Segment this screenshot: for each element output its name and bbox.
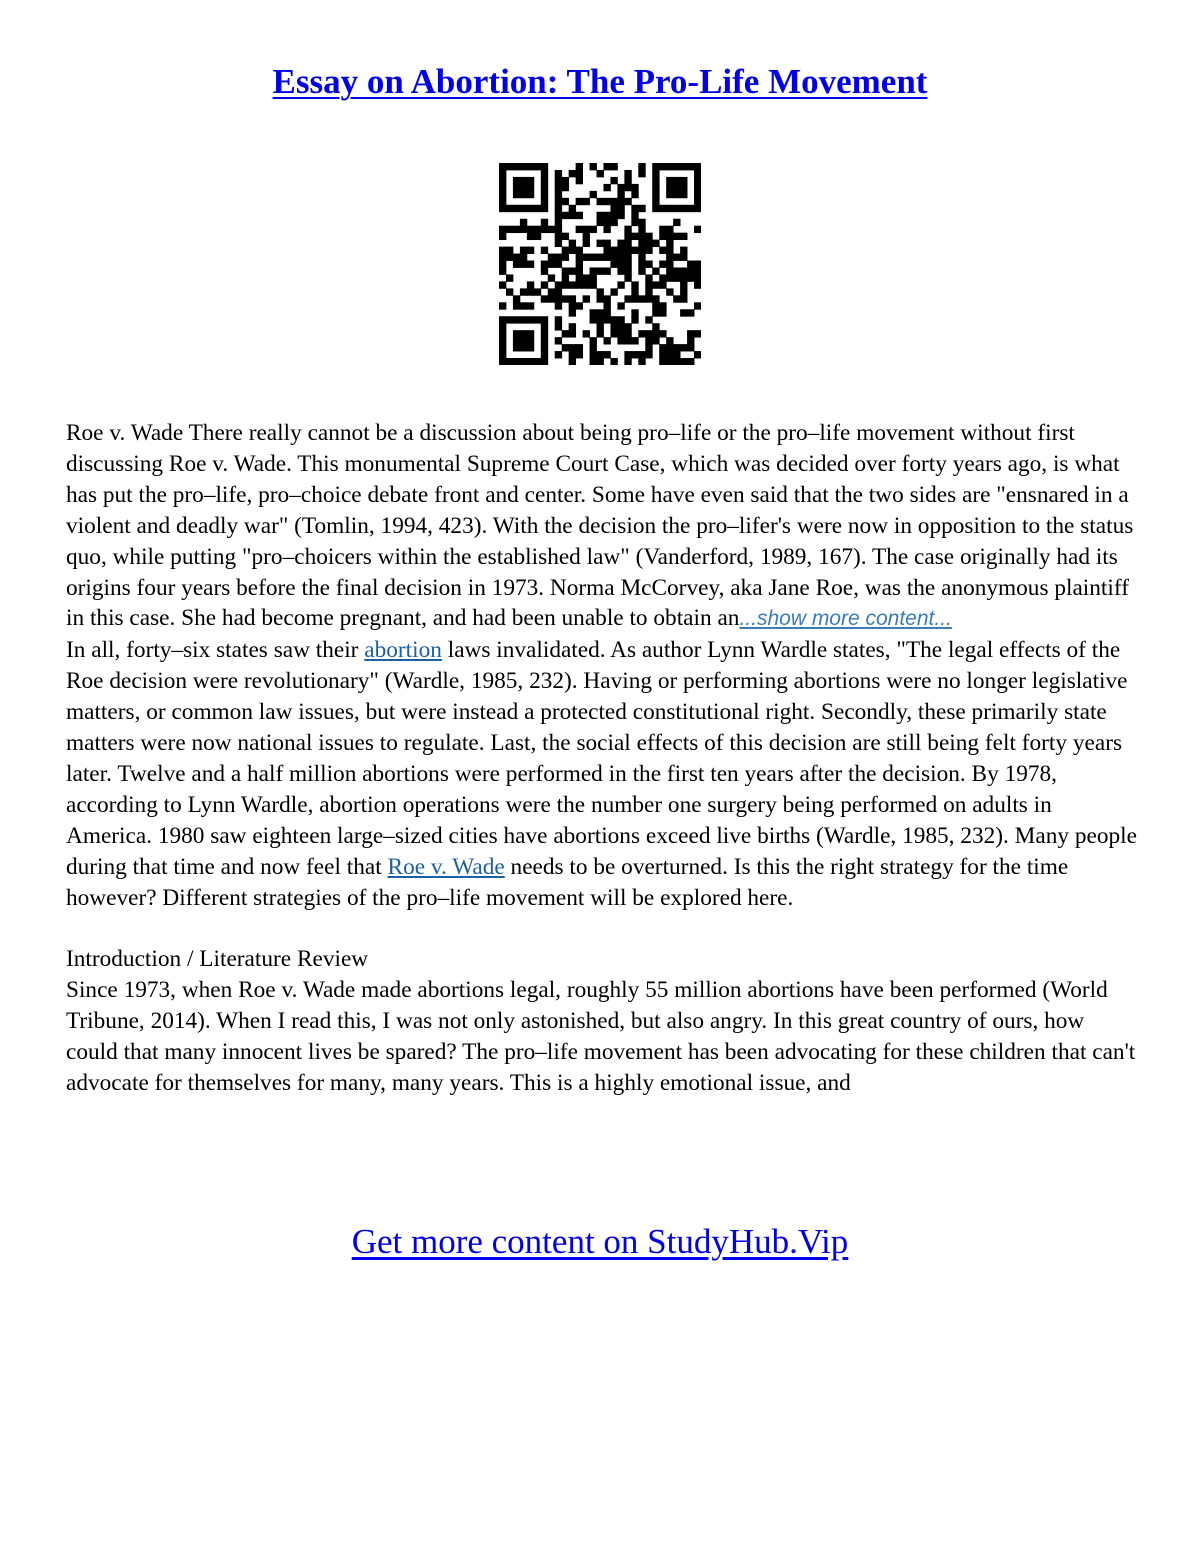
section-heading: Introduction / Literature Review — [66, 946, 369, 973]
roe-v-wade-link[interactable]: Roe v. Wade — [387, 853, 505, 880]
show-more-link[interactable]: ...show more content... — [739, 607, 952, 631]
essay-body — [66, 418, 1141, 1099]
paragraph-1 — [66, 418, 1141, 635]
get-more-content-link[interactable]: Get more content on StudyHub.Vip — [351, 1222, 849, 1261]
cta-container — [0, 1222, 1200, 1262]
paragraph-2 — [66, 635, 1141, 913]
abortion-link[interactable]: abortion — [364, 637, 442, 664]
page-title-link[interactable]: Essay on Abortion: The Pro-Life Movement — [272, 62, 928, 101]
paragraph-3: Since 1973, when Roe v. Wade made abortions legal, roughly 55 million abortions have been performed (World Tribune, 2014). When I read this, I was not only astonished, but also angry. In this great country of ours, how could that many innocent lives be spared? The pro–life movement has been advocating for these children that can't advocate for themselves for many, many years. This is a highly emotional issue, and — [66, 977, 1136, 1097]
paragraph-2-part-3: needs to be overturned. Is this the right strategy for the time however? Different strategies of the pro–life movement will be explored here. — [66, 853, 1069, 911]
paragraph-gap — [66, 914, 1141, 945]
title-container — [0, 62, 1200, 102]
paragraph-1-text: Roe v. Wade There really cannot be a discussion about being pro–life or the pro–life movement without first discussing Roe v. Wade. This monumental Supreme Court Case, which was decided over forty years ago, is what has put the pro–life, pro–choice debate front and center. Some have even said that the two sides are "ensnared in a violent and deadly war" (Tomlin, 1994, 423). With the decision the pro–lifer's were now in opposition to the status quo, while putting "pro–choicers within the established law" (Vanderford, 1989, 167). The case originally had its origins four years before the final decision in 1973. Norma McCorvey, aka Jane Roe, was the anonymous plaintiff in this case. She had become pregnant, and had been unable to obtain an — [66, 420, 1134, 632]
qr-code-icon — [499, 163, 701, 365]
paragraph-2-part-1: In all, forty–six states saw their — [66, 637, 365, 664]
paragraph-2-part-2: laws invalidated. As author Lynn Wardle states, "The legal effects of the Roe decision were revolutionary" (Wardle, 1985, 232). Having or performing abortions were no longer legislative matters, or common law issues, but were instead a protected constitutional right. Secondly, these primarily state matters were now national issues to regulate. Last, the social effects of this decision are still being felt forty years later. Twelve and a half million abortions were performed in the first ten years after the decision. By 1978, according to Lynn Wardle, abortion operations were the number one surgery being performed on adults in America. 1980 saw eighteen large–sized cities have abortions exceed live births (Wardle, 1985, 232). Many people during that time and now feel that — [66, 637, 1137, 880]
